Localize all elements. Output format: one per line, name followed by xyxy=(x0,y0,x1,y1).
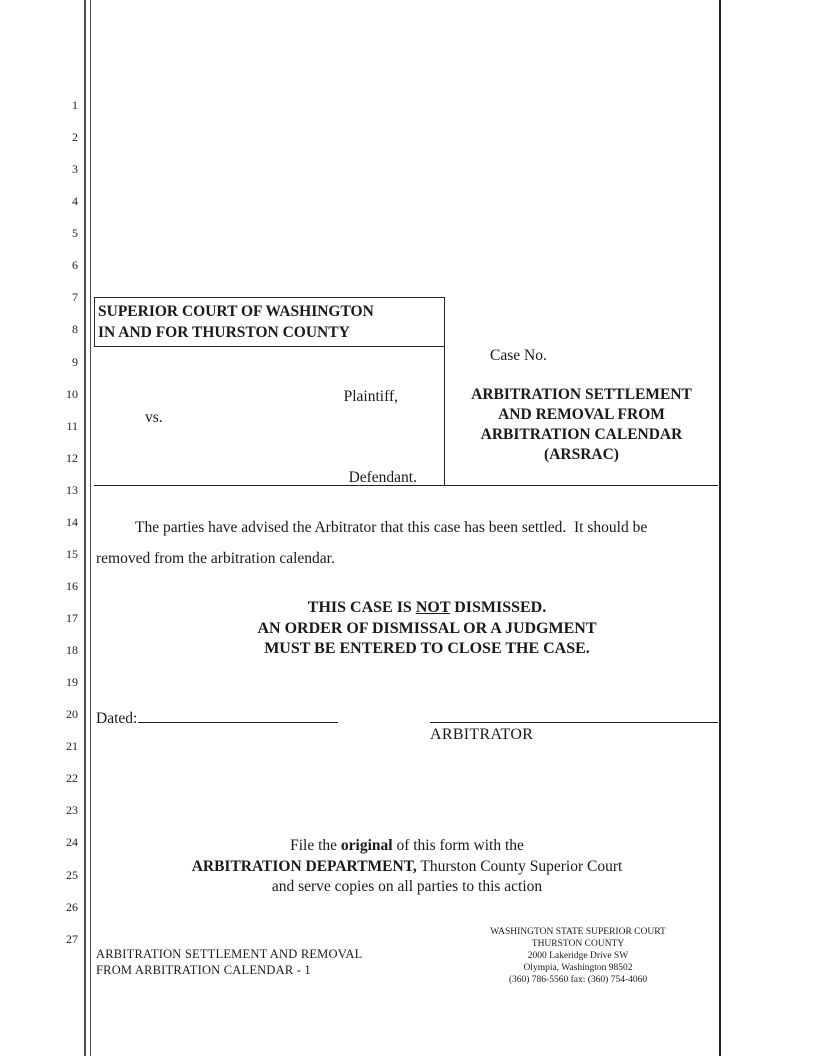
document-title-line: ARBITRATION SETTLEMENT xyxy=(471,386,692,403)
line-number: 10 xyxy=(66,386,78,401)
document-id-line2: FROM ARBITRATION CALENDAR - 1 xyxy=(96,963,311,978)
dismissal-notice-line2: AN ORDER OF DISMISSAL OR A JUDGMENT xyxy=(257,619,597,637)
line-number: 18 xyxy=(66,643,78,658)
court-address-line: 2000 Lakeridge Drive SW xyxy=(527,951,629,961)
notice-line1-pre: THIS CASE IS xyxy=(307,599,416,616)
body-paragraph xyxy=(96,512,720,574)
dated-row xyxy=(96,707,338,728)
court-title-box xyxy=(94,297,444,347)
instr-line2-bold: ARBITRATION DEPARTMENT, xyxy=(191,857,417,875)
line-number: 23 xyxy=(66,803,78,818)
line-number: 17 xyxy=(66,611,78,625)
signer-title: ARBITRATOR xyxy=(430,726,534,743)
line-number-column xyxy=(0,89,78,955)
court-name-line2: IN AND FOR THURSTON COUNTY xyxy=(98,324,350,341)
case-caption xyxy=(94,297,718,486)
line-number: 15 xyxy=(66,546,78,561)
document-title-line: AND REMOVAL FROM xyxy=(498,406,665,423)
left-margin-rule-inner xyxy=(90,0,92,1056)
document-title-line: (ARSRAC) xyxy=(544,446,619,463)
line-number: 7 xyxy=(72,290,78,305)
court-address-footer xyxy=(478,926,678,986)
date-fill-in-line xyxy=(138,707,338,723)
line-number: 4 xyxy=(72,194,78,209)
line-number: 26 xyxy=(66,899,78,914)
instr-line1-bold: original xyxy=(340,837,393,854)
instr-line1-pre: File the xyxy=(290,837,341,854)
line-number: 16 xyxy=(66,578,78,593)
signature-line xyxy=(430,722,718,723)
filing-instructions-line2 xyxy=(96,857,718,878)
dismissal-notice-line1 xyxy=(136,598,718,619)
plaintiff-label: Plaintiff, xyxy=(343,388,398,405)
dated-label: Dated: xyxy=(96,710,138,727)
line-number: 8 xyxy=(72,322,78,337)
line-number: 3 xyxy=(72,162,78,177)
caption-party-column xyxy=(94,297,445,485)
dismissal-notice xyxy=(136,598,718,660)
line-number: 6 xyxy=(72,258,78,273)
left-margin-rule-outer xyxy=(84,0,86,1056)
instr-line2-post: Thurston County Superior Court xyxy=(416,857,623,875)
arbitrator-signature-block xyxy=(430,722,718,744)
line-number: 12 xyxy=(66,450,78,465)
filing-instructions xyxy=(96,836,718,898)
line-number: 19 xyxy=(66,675,78,690)
line-number: 9 xyxy=(72,354,78,369)
document-id-line1: ARBITRATION SETTLEMENT AND REMOVAL xyxy=(96,947,363,961)
line-number: 27 xyxy=(66,931,78,946)
line-number: 5 xyxy=(72,226,78,241)
defendant-label: Defendant. xyxy=(348,469,417,486)
court-address-line: (360) 786-5560 fax: (360) 754-4060 xyxy=(508,975,648,985)
case-number-label: Case No. xyxy=(490,347,547,364)
court-address-line: Olympia, Washington 98502 xyxy=(523,963,633,973)
document-id-footer xyxy=(96,946,362,979)
line-number: 2 xyxy=(72,130,78,145)
document-title-line: ARBITRATION CALENDAR xyxy=(480,426,683,443)
dismissal-notice-line3: MUST BE ENTERED TO CLOSE THE CASE. xyxy=(264,640,590,657)
notice-line1-post: DISMISSED. xyxy=(450,599,547,616)
line-number: 1 xyxy=(72,98,78,112)
filing-instructions-line1 xyxy=(96,836,718,857)
line-number: 22 xyxy=(66,771,78,786)
notice-line1-underlined: NOT xyxy=(415,599,451,616)
vs-label: vs. xyxy=(145,409,163,426)
court-address-line: THURSTON COUNTY xyxy=(531,939,625,949)
line-number: 13 xyxy=(66,482,78,497)
filing-instructions-line3: and serve copies on all parties to this action xyxy=(271,878,543,896)
document-title xyxy=(445,385,718,465)
court-name-line1: SUPERIOR COURT OF WASHINGTON xyxy=(98,303,374,320)
body-paragraph-line: removed from the arbitration calendar. xyxy=(96,550,335,567)
caption-title-column xyxy=(445,297,718,485)
line-number: 24 xyxy=(66,835,78,850)
line-number: 11 xyxy=(66,418,78,433)
instr-line1-post: of this form with the xyxy=(392,837,524,854)
line-number: 21 xyxy=(66,739,78,754)
line-number: 20 xyxy=(66,707,78,722)
body-paragraph-line: The parties have advised the Arbitrator that this case has been settled. It should be xyxy=(135,519,648,536)
line-number: 14 xyxy=(66,514,78,529)
court-address-line: WASHINGTON STATE SUPERIOR COURT xyxy=(490,927,666,937)
line-number: 25 xyxy=(66,867,78,882)
